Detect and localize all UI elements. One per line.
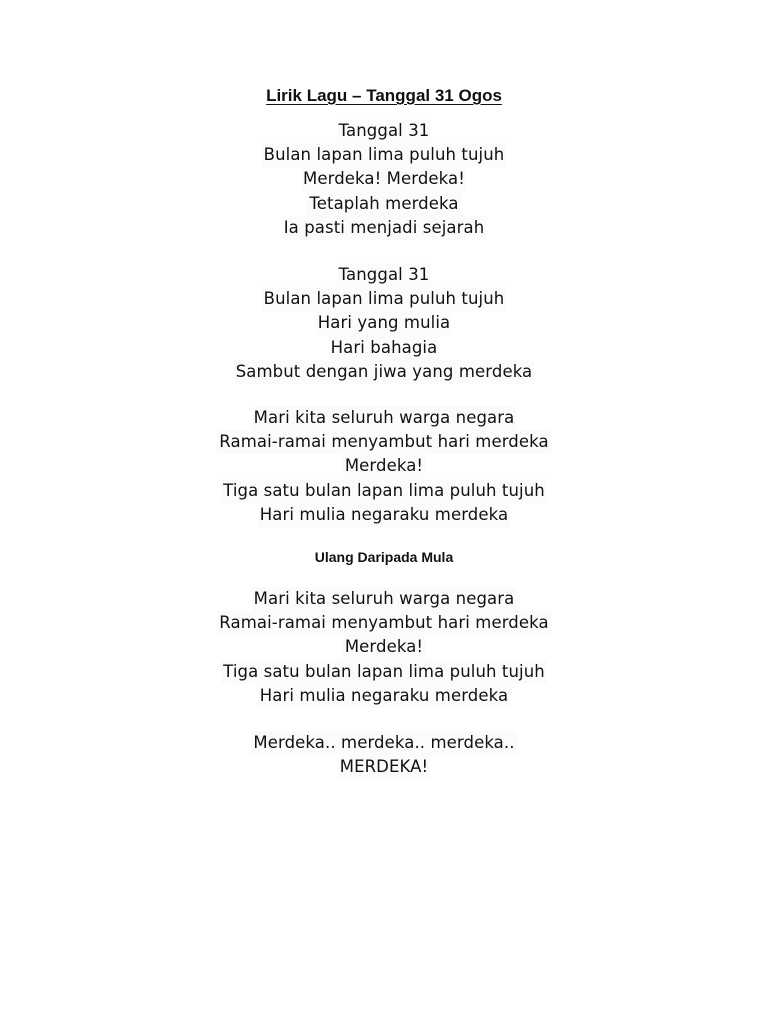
lyric-line <box>0 287 768 311</box>
lyric-line <box>0 192 768 216</box>
lyric-text: MERDEKA! <box>338 755 431 779</box>
lyric-line <box>0 479 768 503</box>
lyric-line <box>0 143 768 167</box>
lyric-line <box>0 406 768 430</box>
lyric-line <box>0 360 768 384</box>
lyric-text: Tanggal 31 <box>337 119 432 143</box>
lyric-text: Ramai-ramai menyambut hari merdeka <box>217 611 550 635</box>
lyric-line <box>0 684 768 708</box>
lyric-line <box>0 311 768 335</box>
lyric-line <box>0 430 768 454</box>
lyric-line <box>0 503 768 527</box>
lyric-text: Sambut dengan jiwa yang merdeka <box>234 360 535 384</box>
lyric-text: Merdeka! Merdeka! <box>301 167 467 191</box>
lyric-line <box>0 731 768 755</box>
lyric-line <box>0 611 768 635</box>
page-title: Lirik Lagu – Tanggal 31 Ogos <box>266 86 502 105</box>
stanza-5 <box>0 731 768 779</box>
lyric-text: Tanggal 31 <box>337 263 432 287</box>
stanza-4 <box>0 587 768 708</box>
stanza-2 <box>0 263 768 384</box>
lyric-text: Merdeka! <box>343 454 425 478</box>
stanza-1 <box>0 119 768 240</box>
lyric-text: Mari kita seluruh warga negara <box>252 587 517 611</box>
stanza-3 <box>0 406 768 527</box>
lyric-text: Mari kita seluruh warga negara <box>252 406 517 430</box>
lyric-line <box>0 263 768 287</box>
lyric-text: Ramai-ramai menyambut hari merdeka <box>217 430 550 454</box>
lyric-text: Tiga satu bulan lapan lima puluh tujuh <box>221 660 547 684</box>
lyric-text: Ia pasti menjadi sejarah <box>282 216 487 240</box>
lyric-text: Hari yang mulia <box>316 311 453 335</box>
lyric-text: Hari mulia negaraku merdeka <box>258 503 510 527</box>
repeat-instruction: Ulang Daripada Mula <box>314 549 454 565</box>
lyric-line <box>0 660 768 684</box>
lyric-line <box>0 755 768 779</box>
lyric-line <box>0 454 768 478</box>
lyric-line <box>0 119 768 143</box>
lyric-text: Hari bahagia <box>329 336 440 360</box>
lyric-text: Bulan lapan lima puluh tujuh <box>262 143 507 167</box>
lyric-line <box>0 587 768 611</box>
lyric-text: Tiga satu bulan lapan lima puluh tujuh <box>221 479 547 503</box>
lyric-line <box>0 336 768 360</box>
lyric-text: Merdeka! <box>343 635 425 659</box>
lyric-text: Hari mulia negaraku merdeka <box>258 684 510 708</box>
lyric-text: Tetaplah merdeka <box>307 192 460 216</box>
lyric-text: Merdeka.. merdeka.. merdeka.. <box>251 731 516 755</box>
lyric-line <box>0 635 768 659</box>
lyric-text: Bulan lapan lima puluh tujuh <box>262 287 507 311</box>
lyric-line <box>0 216 768 240</box>
lyric-line <box>0 167 768 191</box>
